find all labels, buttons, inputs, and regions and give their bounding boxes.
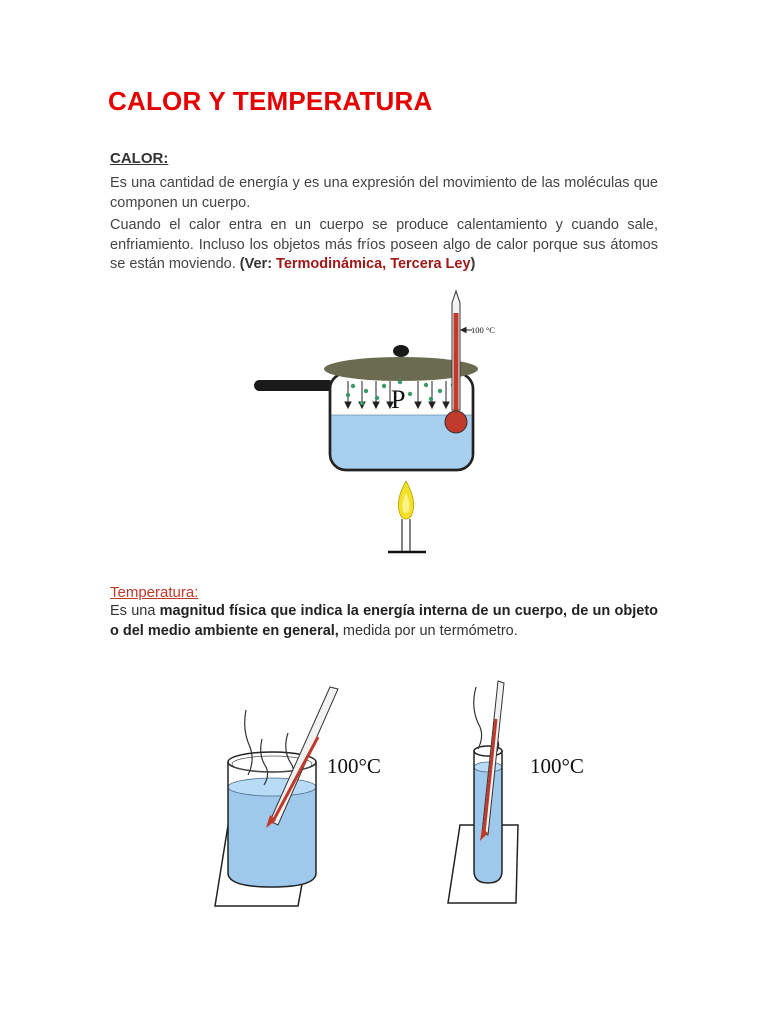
pot-handle <box>254 380 334 391</box>
beaker-water <box>228 787 316 887</box>
calor-paragraph-1: Es una cantidad de energía y es una expresión del movimiento de las moléculas que componen un cuerpo. <box>110 175 658 211</box>
reference-open: (Ver: <box>239 256 277 272</box>
calor-paragraph-2 <box>110 216 658 275</box>
lid-knob <box>393 345 409 357</box>
thermometer-bulb <box>445 411 467 433</box>
steam-lines-left <box>245 710 294 785</box>
beaker-temperature-label: 100°C <box>327 754 381 778</box>
beaker-testtube-figure <box>200 675 600 915</box>
calor-paragraph-2-text: Cuando el calor entra en un cuerpo se produce calentamiento y cuando sale, enfriamiento. Incluso los objetos más fríos poseen algo de calor porque sus átomos se están moviendo. <box>110 217 658 272</box>
temperatura-heading: Temperatura: <box>110 584 199 601</box>
page-title: CALOR Y TEMPERATURA <box>108 86 433 116</box>
thermometer-reading: 100 °C <box>471 325 495 335</box>
reference-close: ) <box>470 256 476 272</box>
temperatura-paragraph <box>110 602 658 641</box>
temperatura-outro: medida por un termómetro. <box>338 622 518 639</box>
temperatura-definition: magnitud física que indica la energía interna de un cuerpo, de un objeto o del medio ambiente en general, <box>110 603 659 639</box>
pressure-label: P <box>391 385 406 414</box>
temperatura-intro: Es una <box>110 603 160 619</box>
thermodynamics-link[interactable]: Termodinámica, Tercera Ley <box>276 256 471 272</box>
thermometer-mercury <box>454 313 459 415</box>
calor-heading: CALOR: <box>110 150 169 167</box>
heated-pot-figure <box>250 285 510 560</box>
testtube-temperature-label: 100°C <box>530 754 584 778</box>
